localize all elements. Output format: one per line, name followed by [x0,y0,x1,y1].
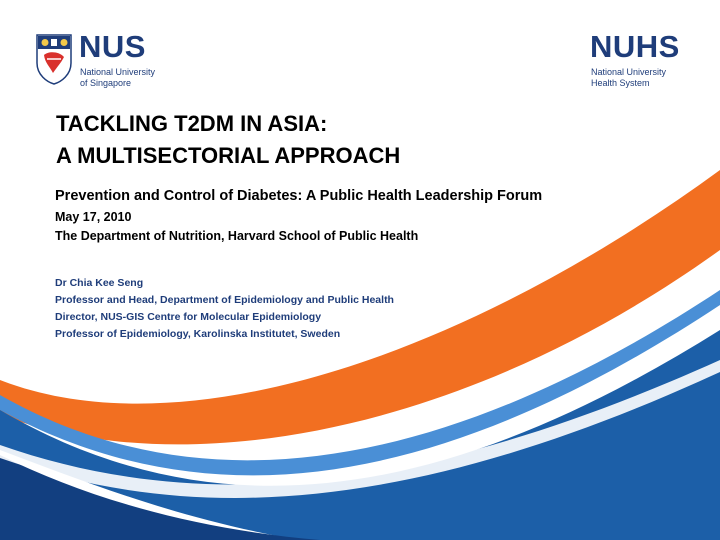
presenter-role-2: Director, NUS-GIS Centre for Molecular Epidemiology [55,311,322,323]
event-name: Prevention and Control of Diabetes: A Public Health Leadership Forum [55,188,543,204]
nuhs-wordmark: NUHS [590,29,680,64]
nuhs-subtitle-line1: National University [591,67,667,77]
nuhs-logo [590,29,700,93]
nus-wordmark: NUS [79,29,146,64]
nus-logo [35,29,165,93]
presenter-role-3: Professor of Epidemiology, Karolinska Institutet, Sweden [55,328,341,340]
slide-title [56,108,400,172]
nus-subtitle-line1: National University [80,67,156,77]
title-line-2: A MULTISECTORIAL APPROACH [56,143,401,168]
event-date: May 17, 2010 [55,210,132,224]
presenter-role-1: Professor and Head, Department of Epidemiology and Public Health [55,294,394,306]
nuhs-subtitle-line2: Health System [591,78,650,88]
presenter-block [55,275,394,343]
presenter-name: Dr Chia Kee Seng [55,277,144,289]
event-host: The Department of Nutrition, Harvard School of Public Health [55,229,419,243]
title-line-1: TACKLING T2DM IN ASIA: [56,111,328,136]
nus-crest-icon [35,33,73,85]
nus-subtitle-line2: of Singapore [80,78,132,88]
